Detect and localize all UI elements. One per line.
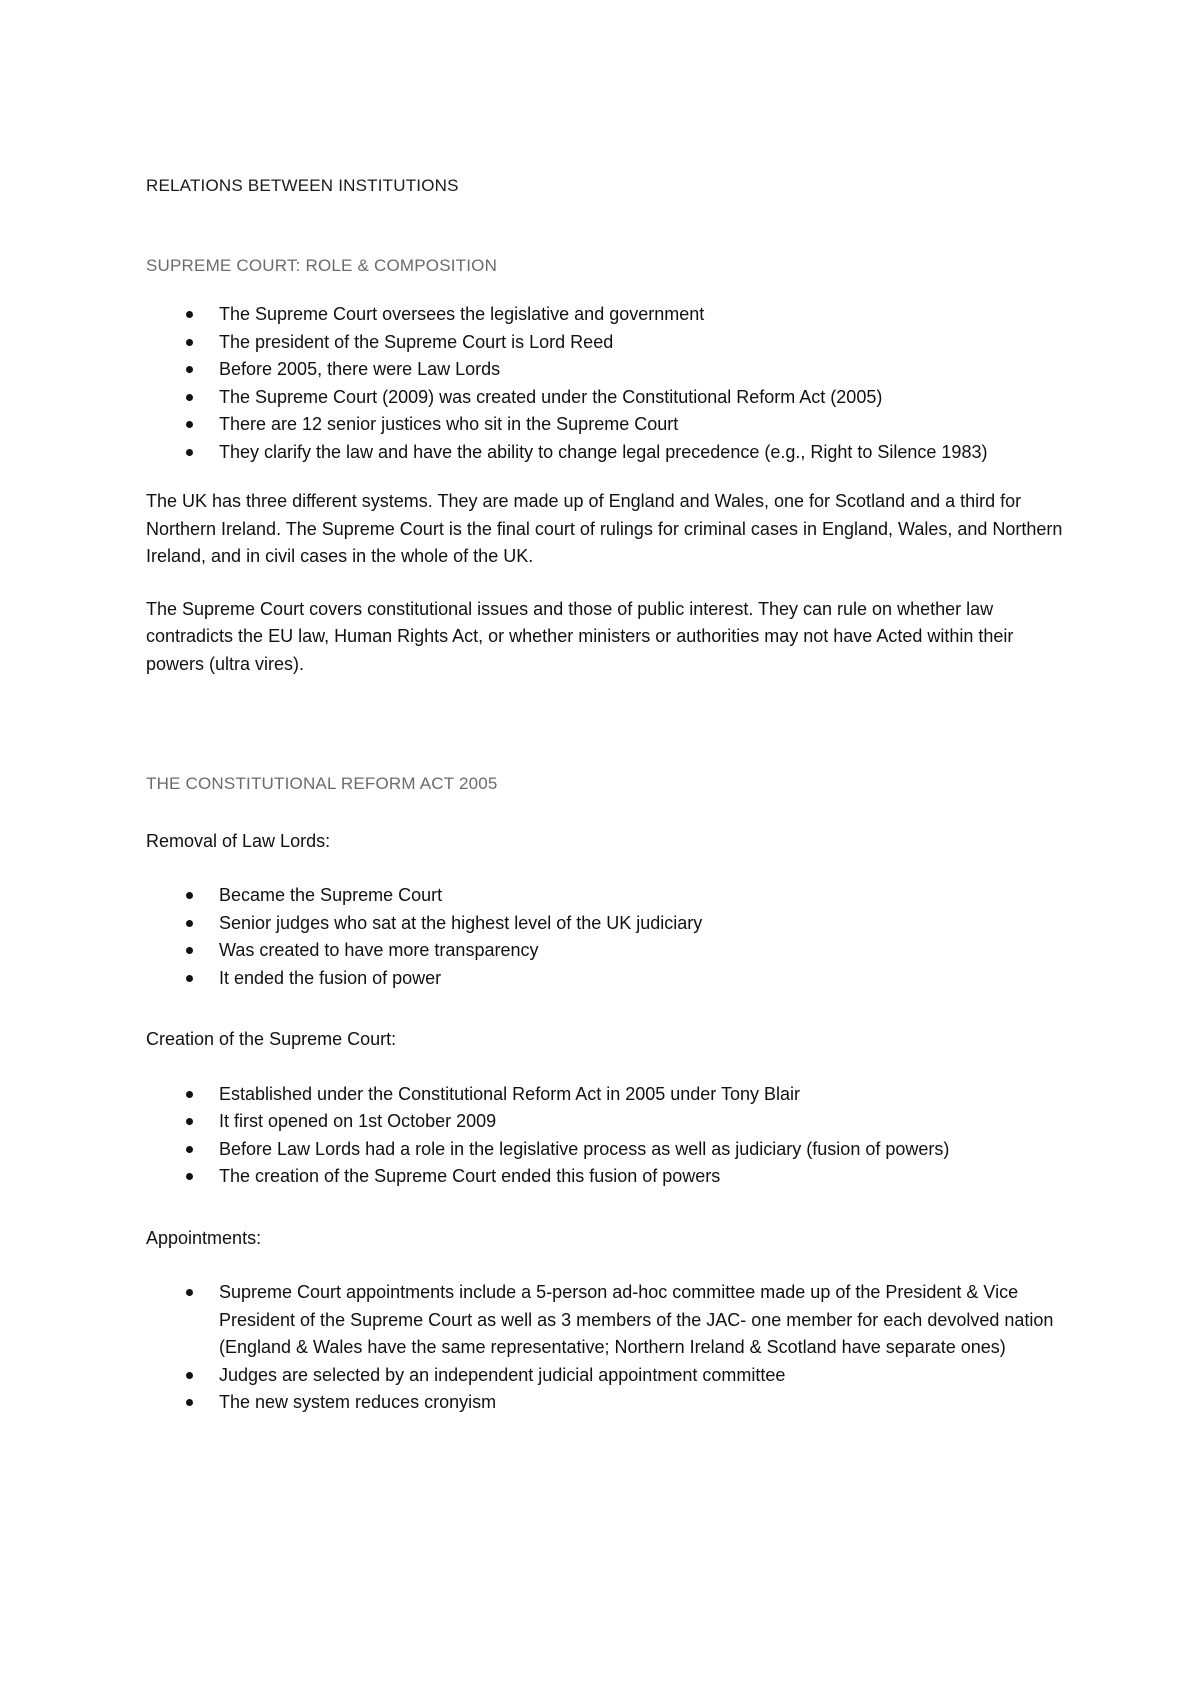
list-item: The president of the Supreme Court is Lord Reed: [146, 329, 1066, 357]
subheading-creation-of-supreme-court: Creation of the Supreme Court:: [146, 1029, 397, 1049]
list-item: Judges are selected by an independent judicial appointment committee: [146, 1362, 1066, 1390]
list-item: Before 2005, there were Law Lords: [146, 356, 1066, 384]
list-item: Became the Supreme Court: [146, 882, 1066, 910]
list-item: The new system reduces cronyism: [146, 1389, 1066, 1417]
list-item: They clarify the law and have the ability to change legal precedence (e.g., Right to Silence 1983): [146, 439, 1066, 467]
list-item: The Supreme Court oversees the legislative and government: [146, 301, 1066, 329]
document-body: [146, 172, 1066, 1439]
list-item: Supreme Court appointments include a 5-person ad-hoc committee made up of the President & Vice President of the Supreme Court as well as 3 members of the JAC- one member for each devolved nation (England & Wales have the same representative; Northern Ireland & Scotland have separate ones): [146, 1279, 1066, 1362]
removal-bullet-list: [146, 882, 1066, 992]
section-heading-reform-act: THE CONSTITUTIONAL REFORM ACT 2005: [146, 774, 498, 793]
list-item: Was created to have more transparency: [146, 937, 1066, 965]
list-item: There are 12 senior justices who sit in the Supreme Court: [146, 411, 1066, 439]
list-item: Established under the Constitutional Reform Act in 2005 under Tony Blair: [146, 1081, 1066, 1109]
paragraph-constitutional-issues: The Supreme Court covers constitutional issues and those of public interest. They can rule on whether law contradicts the EU law, Human Rights Act, or whether ministers or authorities may not have Acted within their powers (ultra vires).: [146, 598, 1014, 674]
list-item: The Supreme Court (2009) was created under the Constitutional Reform Act (2005): [146, 384, 1066, 412]
subheading-appointments: Appointments:: [146, 1227, 262, 1248]
subheading-removal-of-law-lords: Removal of Law Lords:: [146, 830, 331, 851]
section-heading-supreme-court: SUPREME COURT: ROLE & COMPOSITION: [146, 255, 498, 275]
supreme-court-bullet-list: [146, 301, 1066, 466]
list-item: Before Law Lords had a role in the legislative process as well as judiciary (fusion of powers): [146, 1136, 1066, 1164]
appointments-bullet-list: [146, 1279, 1066, 1417]
list-item: It ended the fusion of power: [146, 965, 1066, 993]
creation-bullet-list: [146, 1081, 1066, 1191]
list-item: It first opened on 1st October 2009: [146, 1108, 1066, 1136]
list-item: The creation of the Supreme Court ended this fusion of powers: [146, 1163, 1066, 1191]
document-title: RELATIONS BETWEEN INSTITUTIONS: [146, 176, 459, 195]
paragraph-uk-systems: The UK has three different systems. They are made up of England and Wales, one for Scotland and a third for Northern Ireland. The Supreme Court is the final court of rulings for criminal cases in England, Wales, and Northern Ireland, and in civil cases in the whole of the UK.: [146, 491, 1063, 566]
list-item: Senior judges who sat at the highest level of the UK judiciary: [146, 910, 1066, 938]
